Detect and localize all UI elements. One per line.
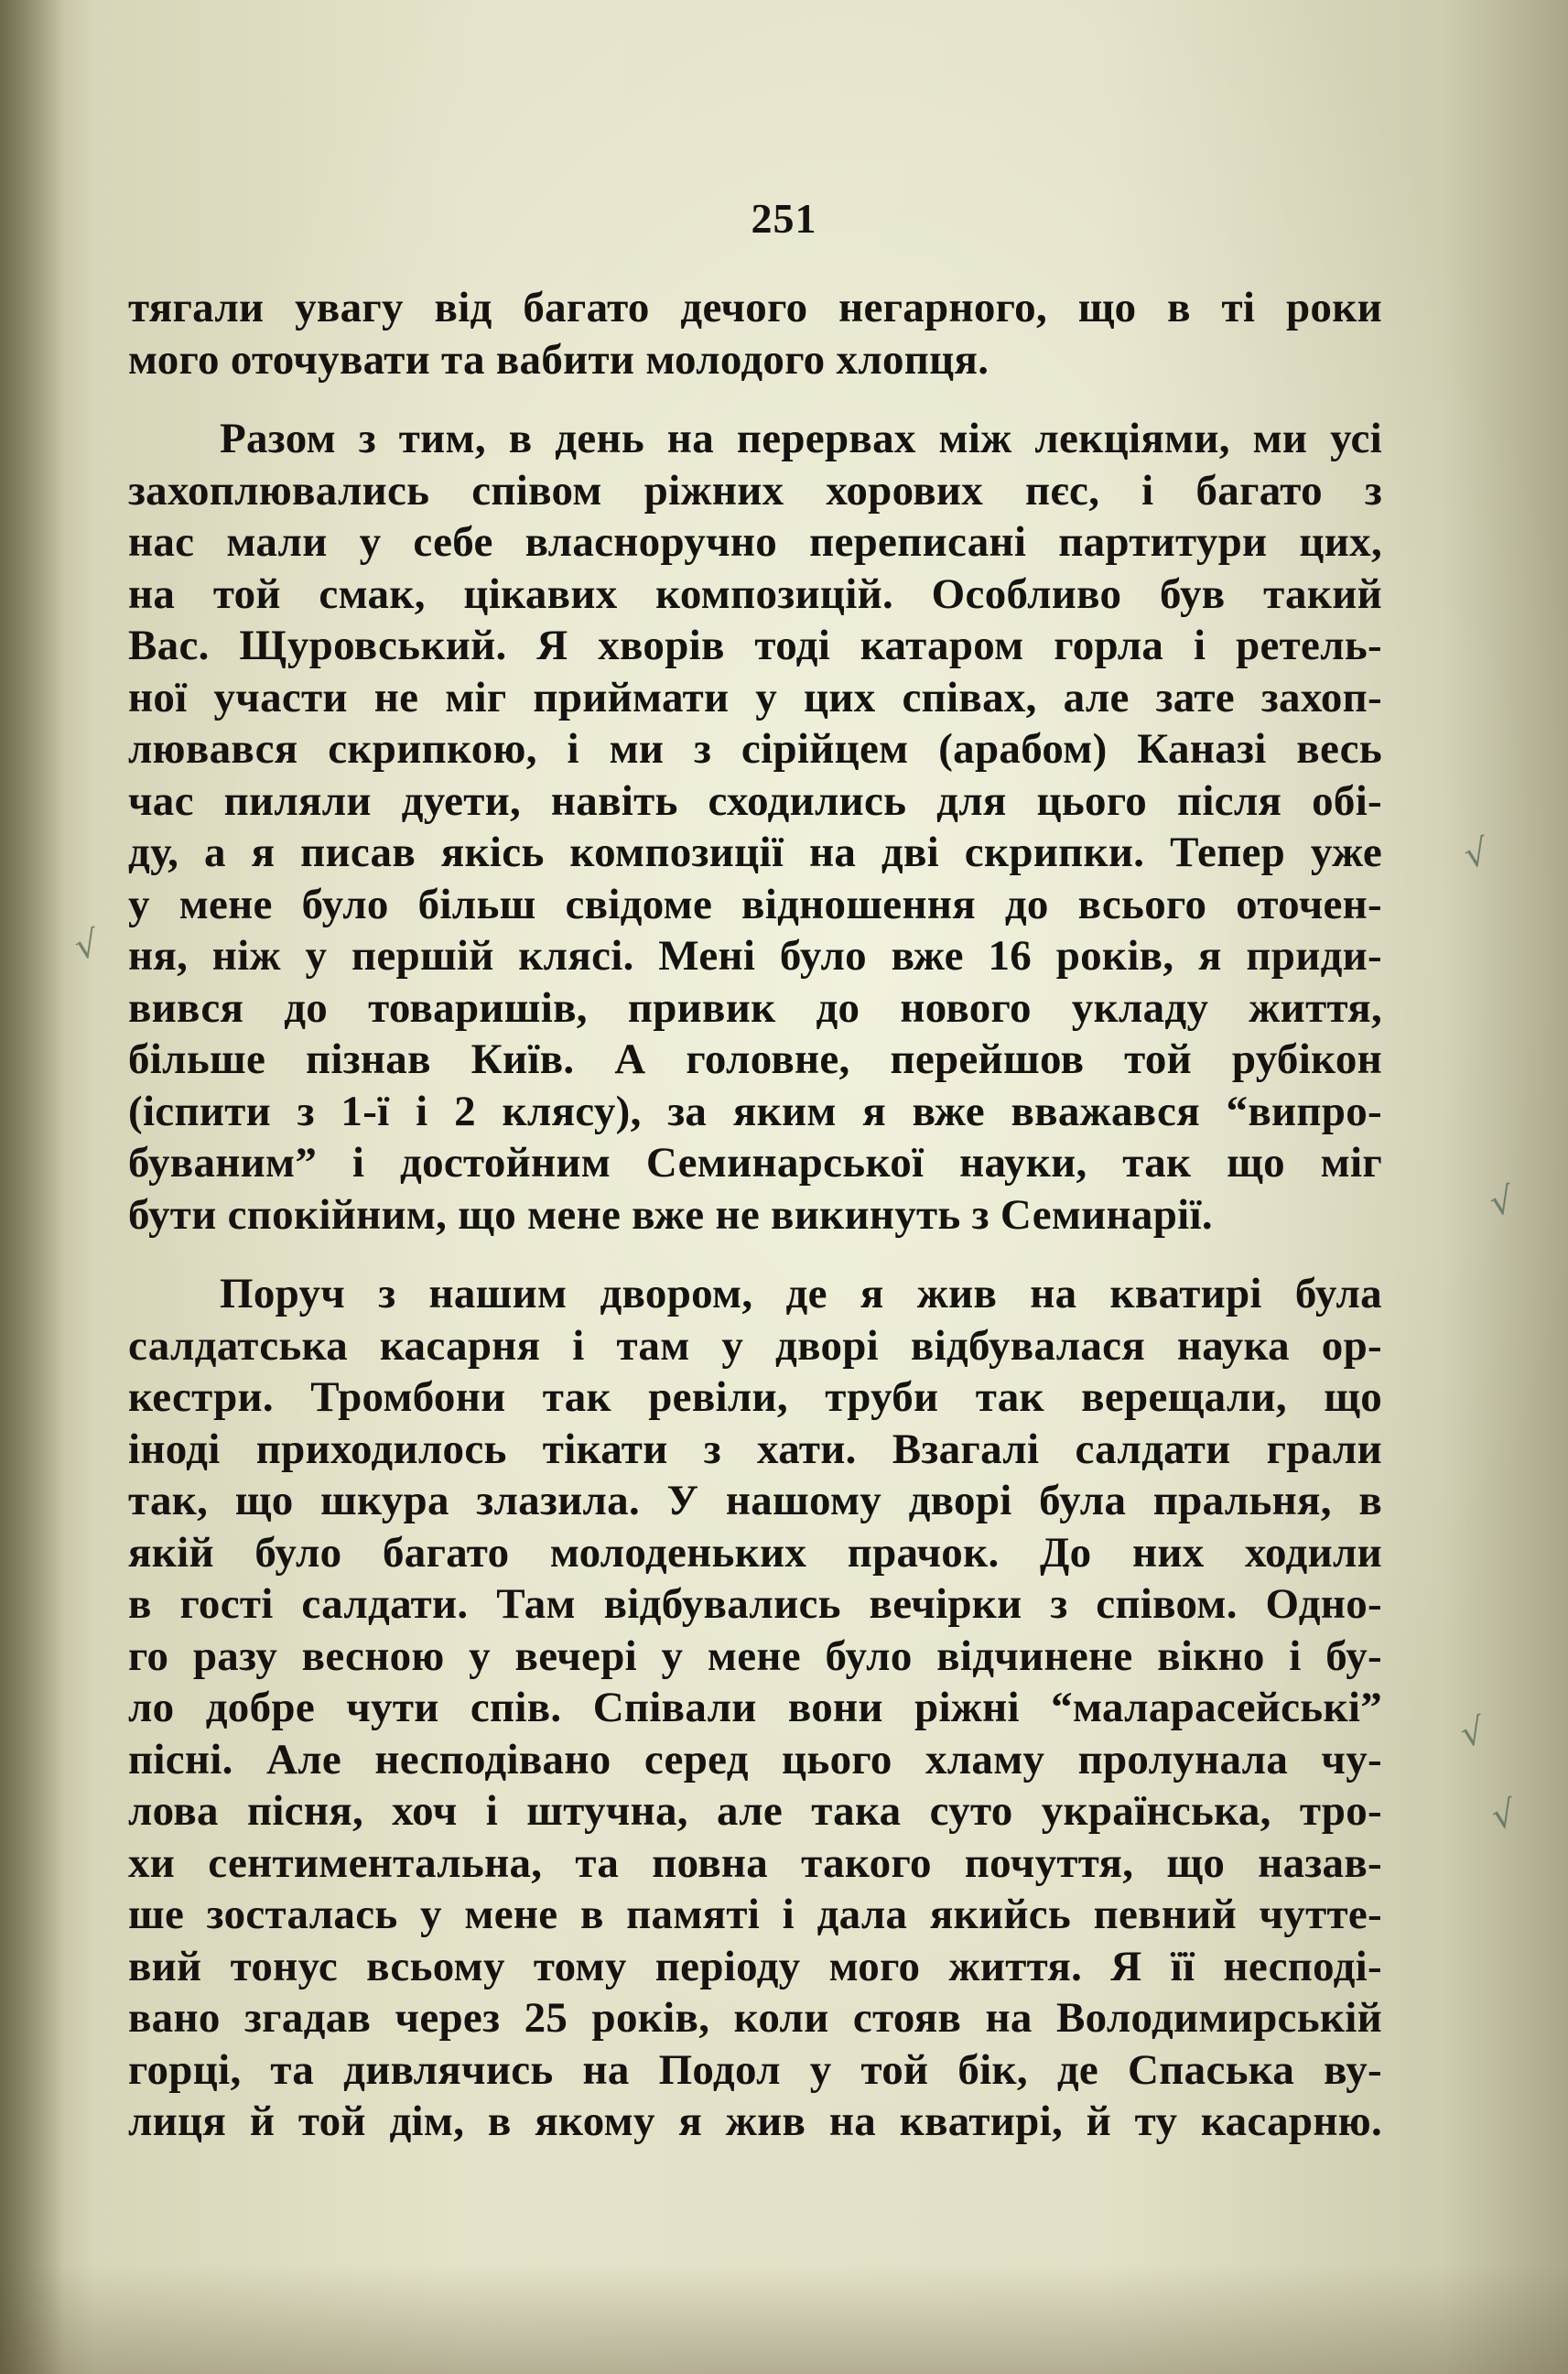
text-line: кестри. Тромбони так ревіли, труби так верещали, що [128, 1373, 1382, 1421]
text-line: так, що шкура злазила. У нашому дворі була пральня, в [128, 1477, 1382, 1524]
text-line: нас мали у себе власноручно переписані партитури цих, [128, 518, 1382, 566]
text-line: вий тонус всьому тому періоду мого життя. Я її несподі- [128, 1942, 1382, 1990]
text-line: тягали увагу від багато дечого негарного, що в ті роки [128, 284, 1382, 331]
text-line: у мене було більш свідоме відношення до всього оточен- [128, 880, 1382, 928]
text-line: на той смак, цікавих композицій. Особливо був такий [128, 569, 1382, 618]
paragraph-3 [128, 1268, 1382, 2148]
text-line: Разом з тим, в день на перервах між лекціями, ми усі [220, 415, 1382, 462]
text-line: салдатська касарня і там у дворі відбувалася наука ор- [128, 1321, 1382, 1370]
text-line: лиця й той дім, в якому я жив на кватирі, й ту касарню. [128, 2098, 1382, 2145]
text-line: іноді приходилось тікати з хати. Взагалі салдати грали [128, 1425, 1382, 1473]
text-line: го разу весною у вечері у мене було відчинене вікно і бу- [128, 1631, 1382, 1680]
text-line: ду, а я писав якісь композиції на дві скрипки. Тепер уже [128, 829, 1382, 876]
text-line: буваним” і достойним Семинарської науки, так що міг [128, 1139, 1382, 1187]
text-line: більше пізнав Київ. А головне, перейшов той рубікон [128, 1035, 1382, 1083]
text-line: вився до товаришів, привик до нового укладу життя, [128, 983, 1382, 1032]
check-mark-icon: √ [1486, 1178, 1519, 1226]
text-line: ше зосталась у мене в памяті і дала якийсь певний чутте- [128, 1891, 1382, 1938]
text-line: горці, та дивлячись на Подол у той бік, де Спаська ву- [128, 2045, 1382, 2094]
text-line: ної участи не міг приймати у цих співах, але зате захоп- [128, 673, 1382, 721]
check-mark-icon: √ [70, 922, 103, 970]
check-mark-icon: √ [1487, 1792, 1520, 1839]
text-line: лова пісня, хоч і штучна, але така суто українська, тро- [128, 1787, 1382, 1835]
text-line: захоплювались співом ріжних хорових пєс, і багато з [128, 466, 1382, 515]
text-line: в гості салдати. Там відбувались вечірки з співом. Одно- [128, 1580, 1382, 1628]
text-line: ня, ніж у першій клясі. Мені було вже 16 років, я приди- [128, 932, 1382, 980]
page-number: 251 [751, 195, 817, 242]
paragraph-1 [128, 282, 1382, 385]
text-line: ло добре чути спів. Співали вони ріжні “маларасейські” [128, 1684, 1382, 1731]
check-mark-icon: √ [1460, 830, 1493, 878]
text-line: (іспити з 1-ї і 2 клясу), за яким я вже вважався “випро- [128, 1087, 1382, 1135]
text-line: вано згадав через 25 років, коли стояв на Володимирській [128, 1994, 1382, 2042]
text-line: Вас. Щуровський. Я хворів тоді катаром горла і ретель- [128, 622, 1382, 669]
text-line: час пиляли дуети, навіть сходились для цього після обі- [128, 776, 1382, 825]
text-line: мого оточувати та вабити молодого хлопця. [128, 335, 989, 384]
text-line: хи сентиментальна, та повна такого почуття, що назав- [128, 1838, 1382, 1887]
text-line: пісні. Але несподівано серед цього хламу пролунала чу- [128, 1735, 1382, 1783]
text-line: бути спокійним, що мене вже не викинуть з Семинарії. [128, 1190, 1213, 1239]
check-mark-icon: √ [1456, 1709, 1489, 1757]
text-line: лювався скрипкою, і ми з сірійцем (арабом) Каназі весь [128, 725, 1382, 773]
text-line: якій було багато молоденьких прачок. До них ходили [128, 1528, 1382, 1577]
body-text [128, 282, 1382, 2148]
text-line: Поруч з нашим двором, де я жив на кватирі була [220, 1270, 1382, 1317]
paragraph-2 [128, 413, 1382, 1241]
